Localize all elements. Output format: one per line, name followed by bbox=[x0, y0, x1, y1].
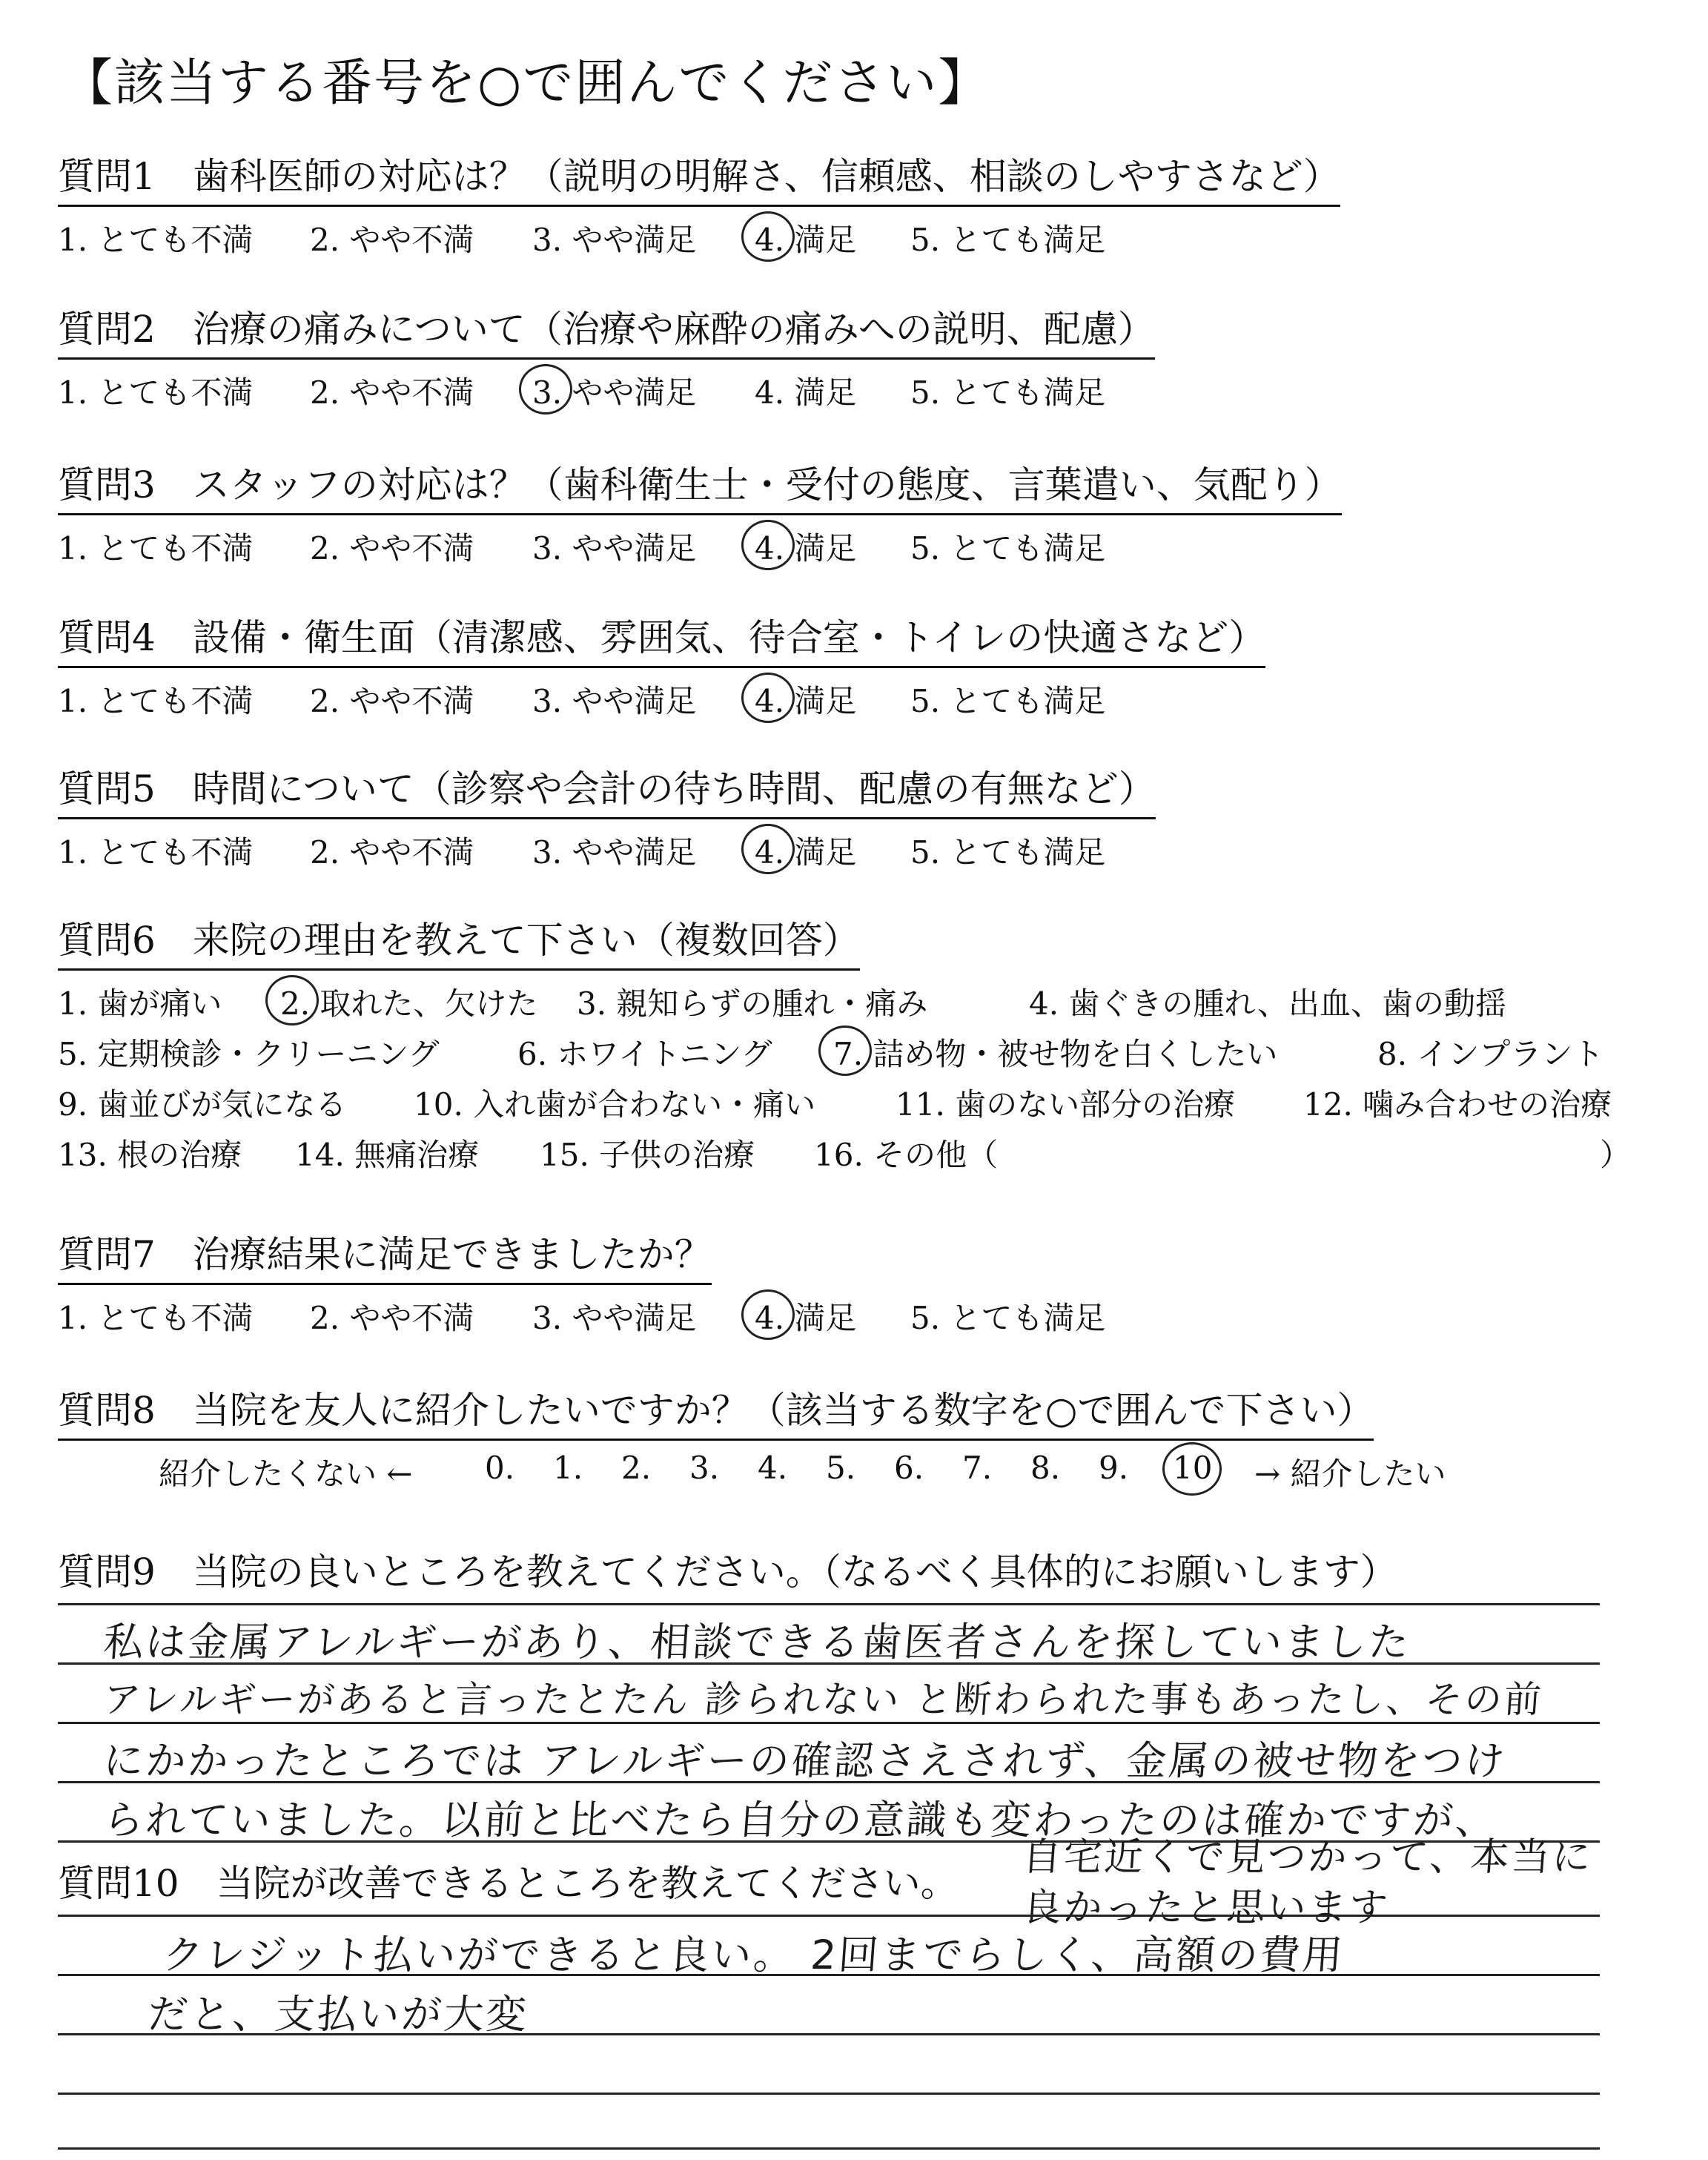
question-1 bbox=[58, 147, 1340, 257]
option-2[interactable]: 2. やや不満 bbox=[310, 374, 474, 411]
answer-line bbox=[58, 1603, 1600, 1605]
question-4 bbox=[58, 608, 1265, 719]
option-1[interactable]: 1. とても不満 bbox=[58, 374, 254, 411]
option-5[interactable]: 5. とても満足 bbox=[910, 374, 1106, 411]
reason-option[interactable]: 2. 取れた、欠けた bbox=[280, 985, 538, 1022]
option-2[interactable]: 2. やや不満 bbox=[310, 222, 474, 258]
selection-circle bbox=[519, 364, 572, 415]
reason-option[interactable]: 13. 根の治療 bbox=[58, 1137, 242, 1173]
reason-option[interactable]: 12. 噛み合わせの治療 bbox=[1303, 1086, 1612, 1123]
option-5[interactable]: 5. とても満足 bbox=[910, 530, 1106, 567]
question-5-options bbox=[58, 828, 1156, 870]
question-6-heading: 質問6 来院の理由を教えて下さい（複数回答） bbox=[58, 911, 860, 971]
selection-circle bbox=[741, 520, 795, 570]
question-5 bbox=[58, 759, 1156, 870]
scale-number[interactable]: 1. bbox=[553, 1450, 583, 1486]
question-3-heading: 質問3 スタッフの対応は？（歯科衛生士・受付の態度、言葉遣い、気配り） bbox=[58, 455, 1342, 515]
reason-option[interactable]: 11. 歯のない部分の治療 bbox=[896, 1086, 1236, 1123]
option-2[interactable]: 2. やや不満 bbox=[310, 1300, 474, 1336]
option-3[interactable]: 3. やや満足 bbox=[532, 683, 697, 719]
option-5[interactable]: 5. とても満足 bbox=[910, 222, 1106, 258]
question-10-heading: 質問10 当院が改善できるところを教えてください。 bbox=[58, 1862, 958, 1905]
reason-option[interactable]: 6. ホワイトニング bbox=[517, 1036, 772, 1072]
question-2 bbox=[58, 300, 1155, 410]
selection-circle bbox=[265, 975, 319, 1025]
option-1[interactable]: 1. とても不満 bbox=[58, 834, 254, 871]
selection-circle bbox=[741, 1289, 795, 1340]
scale-number[interactable]: 3. bbox=[689, 1450, 720, 1486]
page-title: 【該当する番号を○で囲んでください】 bbox=[62, 54, 990, 113]
question-7-heading: 質問7 治療結果に満足できましたか？ bbox=[58, 1225, 712, 1285]
option-2[interactable]: 2. やや不満 bbox=[310, 530, 474, 567]
q10-handwritten-line: だと、支払いが大変 bbox=[146, 1991, 530, 2038]
question-2-options bbox=[58, 369, 1155, 410]
reason-option[interactable]: 10. 入れ歯が合わない・痛い bbox=[414, 1086, 816, 1123]
question-4-options bbox=[58, 677, 1265, 719]
answer-line bbox=[58, 2147, 1600, 2150]
scale-number[interactable]: 7. bbox=[962, 1450, 993, 1486]
option-4[interactable]: 4. 満足 bbox=[755, 530, 857, 567]
question-1-options bbox=[58, 216, 1340, 257]
reason-option[interactable]: 14. 無痛治療 bbox=[295, 1137, 480, 1173]
option-3[interactable]: 3. やや満足 bbox=[532, 834, 697, 871]
question-8-heading: 質問8 当院を友人に紹介したいですか？（該当する数字を○で囲んで下さい） bbox=[58, 1381, 1374, 1441]
option-3[interactable]: 3. やや満足 bbox=[532, 530, 697, 567]
scale-number[interactable]: 8. bbox=[1030, 1450, 1061, 1486]
recommend-scale bbox=[58, 1450, 1446, 1494]
option-3[interactable]: 3. やや満足 bbox=[532, 374, 697, 411]
option-3[interactable]: 3. やや満足 bbox=[532, 1300, 697, 1336]
scale-right-label: → 紹介したい bbox=[1254, 1456, 1446, 1492]
option-5[interactable]: 5. とても満足 bbox=[910, 834, 1106, 871]
question-4-heading: 質問4 設備・衛生面（清潔感、雰囲気、待合室・トイレの快適さなど） bbox=[58, 608, 1265, 668]
reason-option[interactable]: 9. 歯並びが気になる bbox=[58, 1086, 347, 1123]
question-6-options bbox=[58, 980, 1632, 1173]
reason-option[interactable]: 15. 子供の治療 bbox=[540, 1137, 755, 1173]
option-1[interactable]: 1. とても不満 bbox=[58, 222, 254, 258]
answer-line bbox=[58, 1915, 1600, 1917]
scale-number[interactable]: 6. bbox=[894, 1450, 924, 1486]
scale-number[interactable]: 10 bbox=[1173, 1450, 1213, 1486]
question-9-heading: 質問9 当院の良いところを教えてください。（なるべく具体的にお願いします） bbox=[58, 1550, 1397, 1593]
reason-option[interactable]: 4. 歯ぐきの腫れ、出血、歯の動揺 bbox=[1029, 985, 1506, 1022]
reason-option[interactable]: 5. 定期検診・クリーニング bbox=[58, 1036, 440, 1072]
question-5-heading: 質問5 時間について（診察や会計の待ち時間、配慮の有無など） bbox=[58, 759, 1156, 819]
reason-option[interactable]: 3. 親知らずの腫れ・痛み bbox=[577, 985, 928, 1022]
option-2[interactable]: 2. やや不満 bbox=[310, 683, 474, 719]
selection-circle bbox=[741, 824, 795, 874]
reason-option[interactable]: 1. 歯が痛い bbox=[58, 985, 222, 1022]
scale-number[interactable]: 5. bbox=[826, 1450, 856, 1486]
option-5[interactable]: 5. とても満足 bbox=[910, 683, 1106, 719]
scale-number[interactable]: 2. bbox=[621, 1450, 652, 1486]
question-7-options bbox=[58, 1294, 1106, 1336]
reason-option-other-close: ） bbox=[1600, 1137, 1632, 1173]
selection-circle bbox=[741, 673, 795, 723]
question-1-heading: 質問1 歯科医師の対応は？（説明の明解さ、信頼感、相談のしやすさなど） bbox=[58, 147, 1340, 207]
option-3[interactable]: 3. やや満足 bbox=[532, 222, 697, 258]
q9-handwritten-line: にかかったところでは アレルギーの確認さえされず、金属の被せ物をつけ bbox=[102, 1737, 1509, 1784]
q9-handwritten-line: られていました。以前と比べたら自分の意識も変わったのは確かですが、 bbox=[102, 1797, 1500, 1843]
option-4[interactable]: 4. 満足 bbox=[755, 834, 857, 871]
reason-option[interactable]: 7. 詰め物・被せ物を白くしたい bbox=[833, 1036, 1278, 1072]
question-7 bbox=[58, 1225, 1106, 1336]
option-4[interactable]: 4. 満足 bbox=[755, 1300, 857, 1336]
question-6 bbox=[58, 911, 1632, 1173]
answer-line bbox=[58, 2093, 1600, 2095]
option-1[interactable]: 1. とても不満 bbox=[58, 530, 254, 567]
selection-circle bbox=[818, 1025, 872, 1076]
scale-number[interactable]: 0. bbox=[485, 1450, 515, 1486]
question-3-options bbox=[58, 524, 1342, 566]
scale-left-label: 紹介したくない ← bbox=[159, 1456, 413, 1492]
q9-handwritten-line: アレルギーがあると言ったとたん 診られない と断わられた事もあったし、その前 bbox=[102, 1678, 1545, 1721]
scale-number[interactable]: 9. bbox=[1099, 1450, 1129, 1486]
q9-handwritten-continuation: 良かったと思います bbox=[1021, 1886, 1391, 1930]
scale-number[interactable]: 4. bbox=[758, 1450, 788, 1486]
q9-handwritten-line: 私は金属アレルギーがあり、相談できる歯医者さんを探していました bbox=[102, 1619, 1413, 1665]
q9-handwritten-continuation: 自宅近くで見つかって、本当に bbox=[1021, 1835, 1595, 1880]
option-5[interactable]: 5. とても満足 bbox=[910, 1300, 1106, 1336]
selection-circle bbox=[1162, 1442, 1222, 1496]
question-2-heading: 質問2 治療の痛みについて（治療や麻酔の痛みへの説明、配慮） bbox=[58, 300, 1155, 360]
option-4[interactable]: 4. 満足 bbox=[755, 683, 857, 719]
question-8 bbox=[58, 1381, 1446, 1494]
reason-option[interactable]: 8. インプラント bbox=[1377, 1036, 1604, 1072]
option-4[interactable]: 4. 満足 bbox=[755, 222, 857, 258]
option-2[interactable]: 2. やや不満 bbox=[310, 834, 474, 871]
question-3 bbox=[58, 455, 1342, 566]
option-4[interactable]: 4. 満足 bbox=[755, 374, 857, 411]
q10-handwritten-line: クレジット払いができると良い。 2回までらしく、高額の費用 bbox=[161, 1932, 1347, 1978]
option-1[interactable]: 1. とても不満 bbox=[58, 1300, 254, 1336]
selection-circle bbox=[741, 211, 795, 262]
reason-option-other[interactable]: 16. その他（ bbox=[814, 1137, 999, 1173]
option-1[interactable]: 1. とても不満 bbox=[58, 683, 254, 719]
